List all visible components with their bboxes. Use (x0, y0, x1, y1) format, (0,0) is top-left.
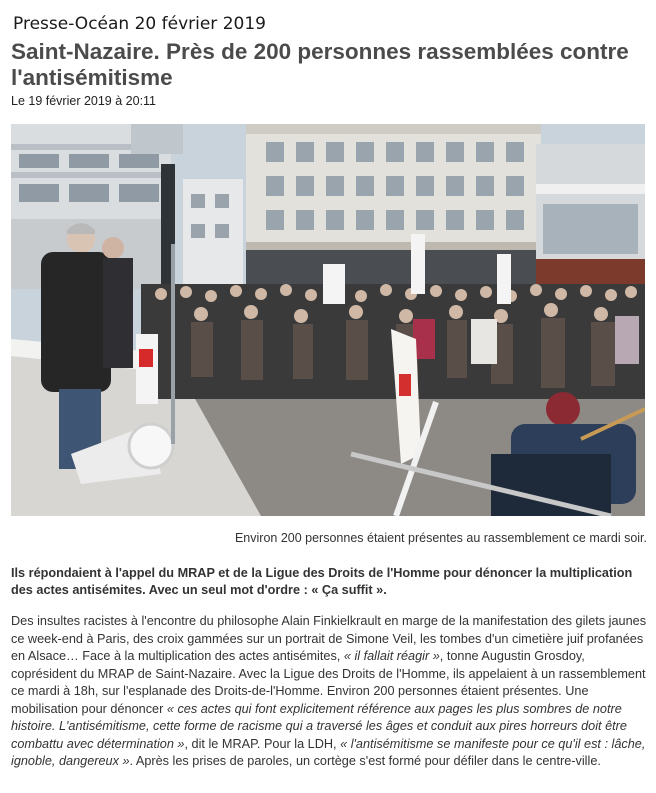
body-text-segment: Des insultes racistes à l'encontre du philosophe Alain Finkielkrault en marge de la manifestation des gilets jaunes ce week-end à Paris, des croix gammées sur un portrait de Simone Veil, les tombes d'un cimetière juif profanées en Alsace… Face à la multiplication des actes antisémites, (11, 614, 647, 663)
article-body (11, 613, 653, 771)
article-headline: Saint-Nazaire. Près de 200 personnes rassemblées contre l'antisémitisme (11, 39, 629, 90)
body-text-segment: , tonne Augustin Grosdoy, coprésident du MRAP de Saint-Nazaire. Avec la Ligue des Droits de l'Homme, ils appelaient à un rassemblement ce mardi à 18h, sur l'esplanade des Droits-de-l'Homme. Environ 200 personnes étaient présentes. Une mobilisation pour dénoncer (11, 649, 646, 716)
body-text-segment: . Après les prises de paroles, un cortège s'est formé pour défiler dans le centre-ville. (129, 754, 601, 768)
body-quote: « il fallait réagir » (343, 649, 440, 663)
article-dateline: Le 19 février 2019 à 20:11 (11, 94, 157, 108)
article-photo (11, 124, 645, 516)
source-line: Presse-Océan 20 février 2019 (13, 14, 266, 34)
body-quote: « l'antisémitisme se manifeste pour ce qu'il est : lâche, ignoble, dangereux » (11, 736, 646, 768)
body-quote: « ces actes qui font explicitement référence aux pages les plus sombres de notre histoire. L'antisémitisme, cette forme de racisme qui a traversé les âges et conduit aux pires horreurs doit être combattu avec détermination » (11, 701, 627, 751)
article-lead: Ils répondaient à l'appel du MRAP et de la Ligue des Droits de l'Homme pour dénoncer la multiplication des actes antisémites. Avec un seul mot d'ordre : « Ça suffit ». (11, 566, 633, 597)
body-text-segment: , dit le MRAP. Pour la LDH, (184, 736, 341, 751)
photo-caption: Environ 200 personnes étaient présentes au rassemblement ce mardi soir. (234, 531, 647, 545)
